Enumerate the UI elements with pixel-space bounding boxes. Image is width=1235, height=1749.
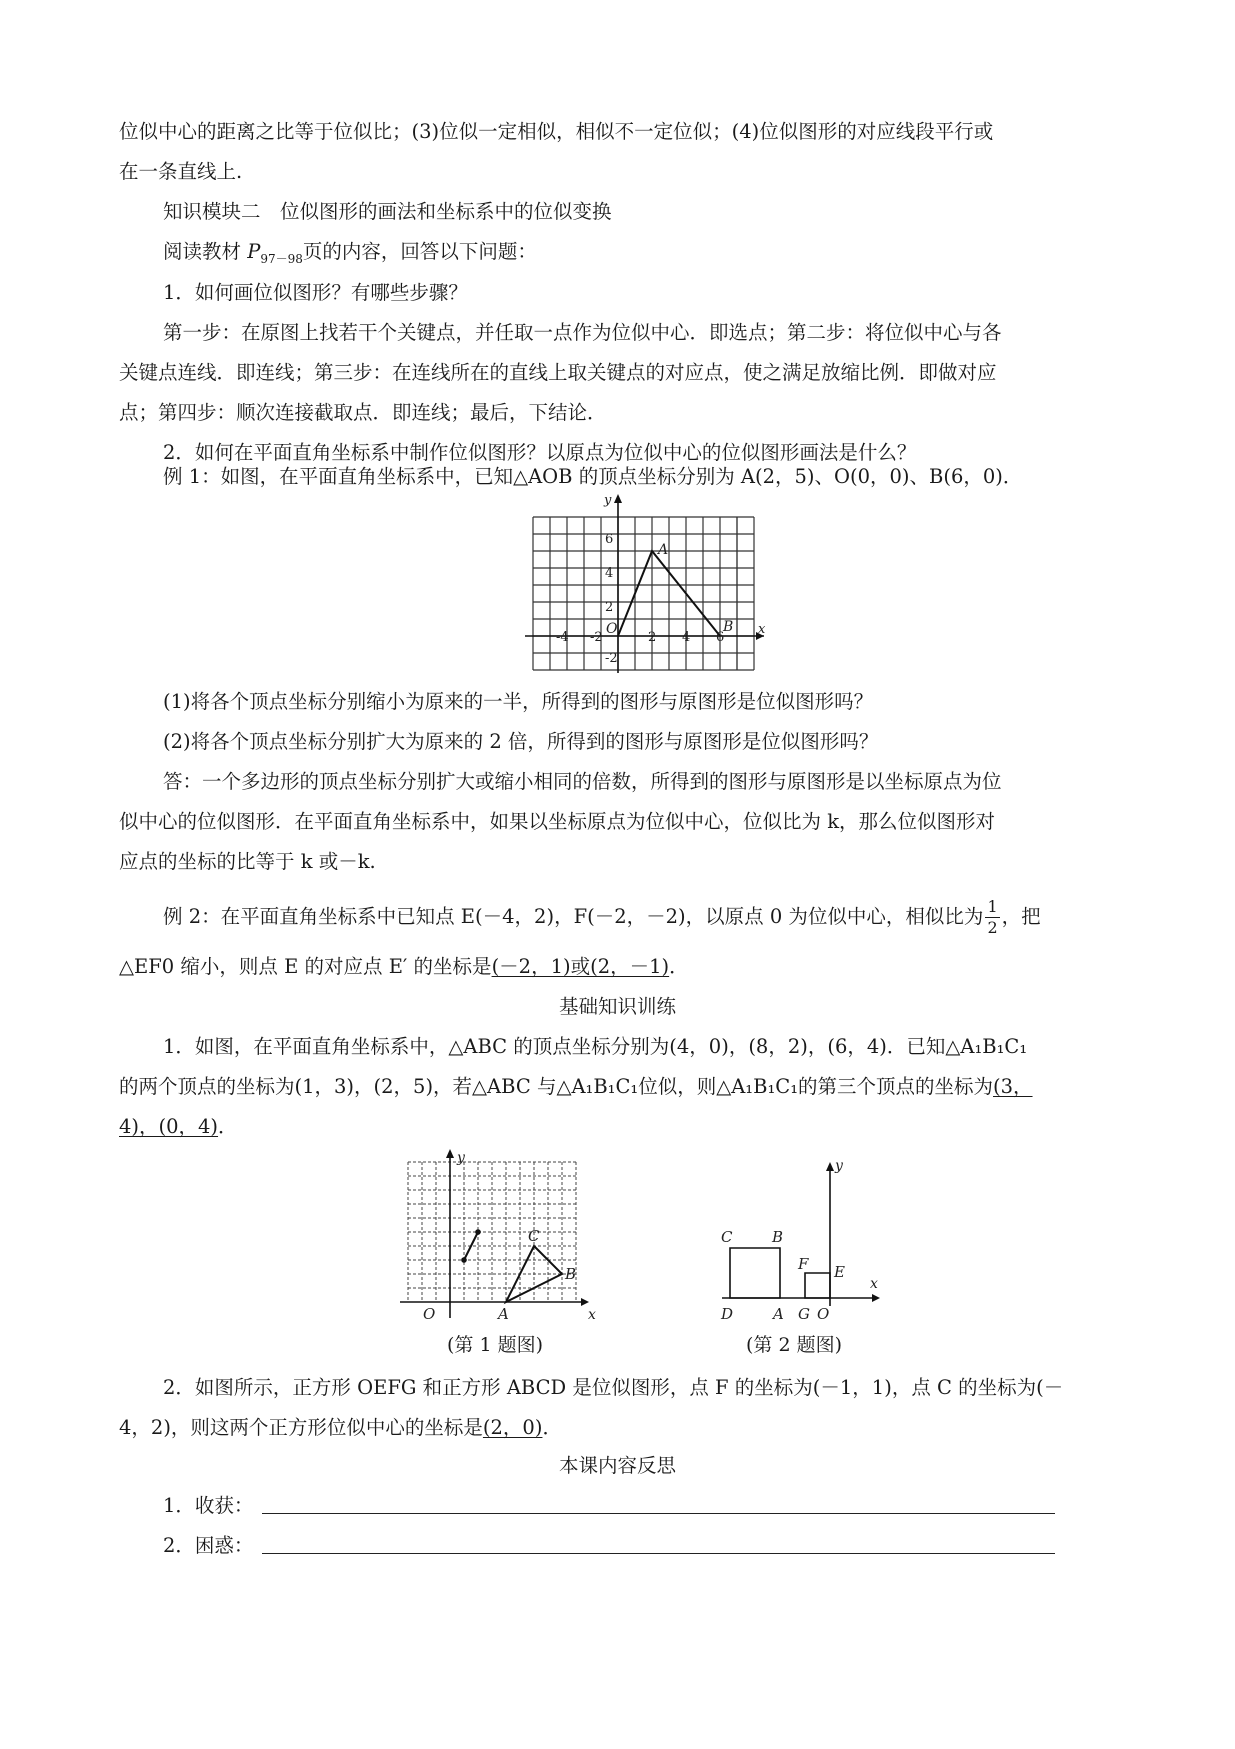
training-q1-line-1: 1．如图，在平面直角坐标系中，△ABC 的顶点坐标分别为(4，0)，(8，2)，(6，4)．已知△A₁B₁C₁	[163, 1035, 1028, 1058]
x-arrow-icon	[872, 1294, 880, 1302]
training-heading: 基础知识训练	[558, 995, 676, 1018]
y-tick-neg2: -2	[605, 651, 618, 666]
y-arrow-icon	[826, 1162, 834, 1171]
figure-question-1	[395, 1148, 615, 1328]
label-a: A	[773, 1305, 784, 1323]
label-a: A	[658, 542, 669, 558]
x-axis-label: x	[588, 1307, 596, 1323]
label-c: C	[721, 1228, 733, 1246]
figure-1-coordinate-grid	[520, 490, 770, 675]
reflection-gain-label: 1．收获：	[163, 1494, 254, 1517]
x-tick-6: 6	[716, 630, 725, 645]
module2-title: 知识模块二 位似图形的画法和坐标系中的位似变换	[163, 200, 612, 223]
label-b: B	[565, 1265, 577, 1283]
x-arrow-icon	[581, 1298, 589, 1306]
x-axis-label: x	[870, 1276, 878, 1292]
training-q1-line-3	[119, 1113, 238, 1141]
fraction-numerator: 1	[987, 897, 998, 916]
y-axis-label: y	[835, 1158, 843, 1174]
read-prefix: 阅读教材	[163, 240, 248, 263]
example-1-answer-line-3: 应点的坐标的比等于 k 或－k.	[119, 850, 376, 873]
x-tick-neg4: -4	[556, 630, 569, 645]
y-tick-6: 6	[605, 532, 614, 547]
training-q2-period: ．	[542, 1416, 562, 1439]
answer-1-line-3: 点；第四步：顺次连接截取点．即连线；最后，下结论．	[119, 401, 607, 424]
figure-q2-axes	[722, 1166, 878, 1306]
point-2-5	[475, 1229, 481, 1235]
x-tick-4: 4	[682, 630, 691, 645]
question-1: 1．如何画位似图形？有哪些步骤？	[163, 281, 468, 304]
training-q2-text: 4，2)，则这两个正方形位似中心的坐标是	[119, 1416, 483, 1439]
example-1-part-1: (1)将各个顶点坐标分别缩小为原来的一半，所得到的图形与原图形是位似图形吗？	[163, 690, 874, 713]
example-1-answer-line-1: 答：一个多边形的顶点坐标分别扩大或缩小相同的倍数，所得到的图形与原图形是以坐标原点为位	[163, 770, 1002, 793]
reflection-doubt-blank[interactable]	[262, 1553, 1055, 1554]
training-q1-period: ．	[218, 1115, 238, 1138]
label-o: O	[423, 1305, 436, 1323]
fraction-denominator: 2	[987, 918, 998, 937]
example-2-text-end: ，把	[1001, 905, 1041, 928]
reflection-gain-blank[interactable]	[262, 1513, 1055, 1514]
training-q2-line-1: 2．如图所示，正方形 OEFG 和正方形 ABCD 是位似图形，点 F 的坐标为(－1，1)，点 C 的坐标为(－	[163, 1376, 1064, 1399]
figure-question-2	[710, 1148, 890, 1328]
y-tick-2: 2	[605, 600, 614, 615]
y-tick-4: 4	[605, 566, 614, 581]
square-abcd	[730, 1248, 780, 1298]
label-d: D	[721, 1305, 734, 1323]
read-page-range: 97－98	[260, 251, 303, 266]
label-e: E	[834, 1263, 845, 1281]
answer-1-line-2: 关键点连线．即连线；第三步：在连线所在的直线上取关键点的对应点，使之满足放缩比例．即做对应	[119, 361, 997, 384]
example-1: 例 1：如图，在平面直角坐标系中，已知△AOB 的顶点坐标分别为 A(2，5)、O(0，0)、B(6，0)．	[163, 465, 1023, 488]
figure-q2-caption: (第 2 题图)	[746, 1334, 842, 1356]
read-page-p: P	[247, 240, 261, 263]
example-1-answer-line-2: 似中心的位似图形．在平面直角坐标系中，如果以坐标原点为位似中心，位似比为 k，那么位似图形对	[119, 810, 996, 833]
example-2-answer: (－2，1)或(2，－1)	[491, 955, 670, 978]
figure-q1-axes	[400, 1152, 587, 1318]
training-q2-answer: (2，0)	[482, 1416, 543, 1439]
y-axis-label: y	[457, 1150, 465, 1166]
figure-1-grid	[533, 517, 754, 670]
label-a: A	[498, 1305, 509, 1323]
question-2: 2．如何在平面直角坐标系中制作位似图形？以原点为位似中心的位似图形画法是什么？	[163, 441, 917, 464]
example-2-period: ．	[669, 955, 689, 978]
square-oefg	[805, 1273, 830, 1298]
reflection-heading: 本课内容反思	[558, 1454, 676, 1477]
training-q2-line-2	[119, 1414, 562, 1442]
label-b: B	[772, 1228, 784, 1246]
read-suffix: 页的内容，回答以下问题：	[302, 240, 537, 263]
training-q1-answer-part-1: (3，	[993, 1075, 1033, 1098]
fraction-one-half	[985, 897, 999, 938]
example-1-part-2: (2)将各个顶点坐标分别扩大为原来的 2 倍，所得到的图形与原图形是位似图形吗？	[163, 730, 879, 753]
label-c: C	[528, 1227, 540, 1245]
example-2-line-1	[163, 897, 1041, 938]
training-q1-line-2	[119, 1073, 1033, 1101]
figure-q1-caption: (第 1 题图)	[447, 1334, 543, 1356]
y-arrow-icon	[446, 1149, 454, 1158]
x-tick-2: 2	[648, 630, 657, 645]
label-b: B	[723, 619, 734, 635]
label-o: O	[817, 1305, 830, 1323]
x-axis-label: x	[758, 622, 766, 637]
label-o: O	[606, 621, 618, 637]
y-arrow-icon	[614, 494, 622, 503]
reflection-doubt-label: 2．困惑：	[163, 1534, 254, 1557]
label-f: F	[798, 1255, 809, 1273]
answer-1-line-1: 第一步：在原图上找若干个关键点，并任取一点作为位似中心．即选点；第二步：将位似中心与各	[163, 321, 1002, 344]
figure-q1-dashed-grid	[408, 1162, 576, 1302]
example-2-text: 例 2：在平面直角坐标系中已知点 E(－4，2)，F(－2，－2)，以原点 0 为位似中心，相似比为	[163, 905, 984, 928]
intro-line-2: 在一条直线上.	[119, 160, 243, 183]
training-q1-answer-part-2: 4)，(0，4)	[119, 1115, 219, 1138]
example-2-line-2	[119, 953, 689, 981]
point-1-3	[461, 1257, 467, 1263]
label-g: G	[798, 1305, 810, 1323]
example-2-line-2-text: △EF0 缩小，则点 E 的对应点 E′ 的坐标是	[119, 955, 492, 978]
intro-line-1: 位似中心的距离之比等于位似比；(3)位似一定相似，相似不一定位似；(4)位似图形的对应线段平行或	[119, 120, 994, 143]
module2-read-line	[163, 238, 537, 273]
training-q1-text: 的两个顶点的坐标为(1，3)，(2，5)，若△ABC 与△A₁B₁C₁位似，则△A₁B₁C₁的第三个顶点的坐标为	[119, 1075, 994, 1098]
x-tick-neg2: -2	[590, 630, 603, 645]
y-axis-label: y	[604, 493, 612, 508]
